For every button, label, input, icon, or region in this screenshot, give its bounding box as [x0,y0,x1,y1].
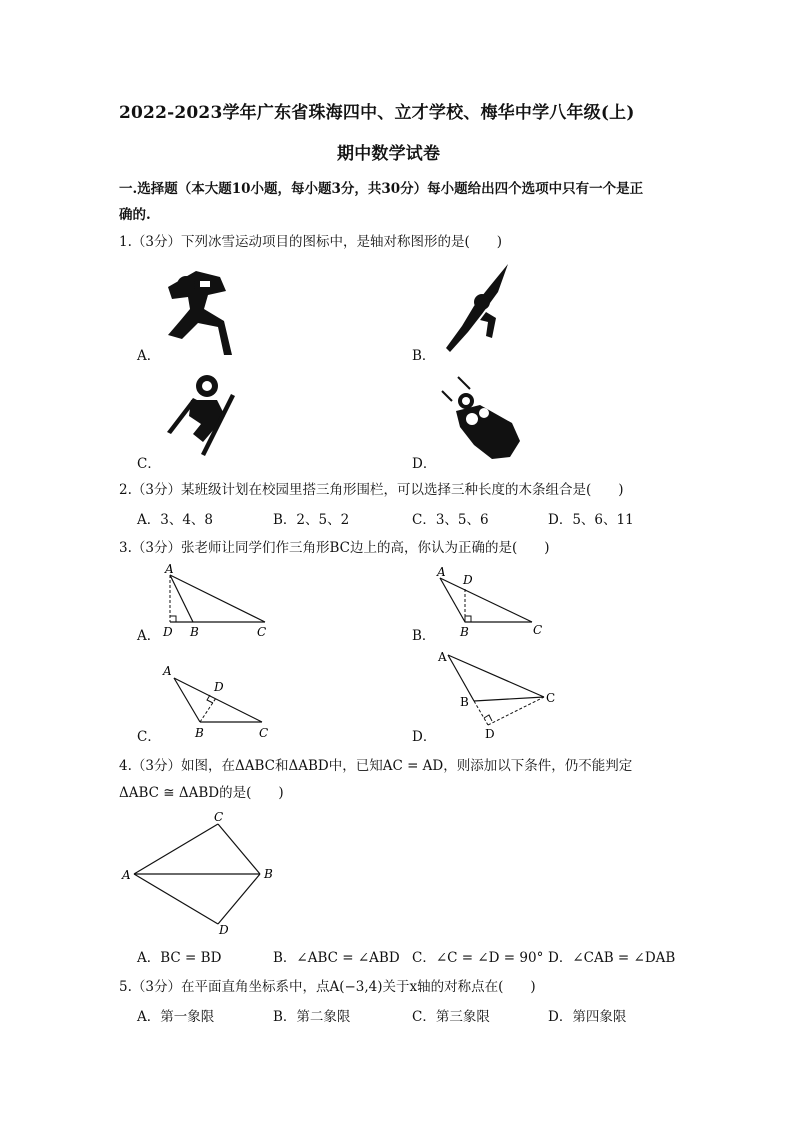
exam-title-line2: 期中数学试卷 [337,144,441,164]
q1-stem: 1.（3分）下列冰雪运动项目的图标中，是轴对称图形的是( ) [119,234,503,250]
q5-option-a[interactable]: A．第一象限 [137,1009,215,1025]
q3a-label-b: B [190,625,199,639]
q3-option-b[interactable]: B． [412,628,436,644]
q3b-label-b: B [460,625,469,639]
q2-option-b[interactable]: B．2、5、2 [273,512,350,528]
q5-option-c[interactable]: C．第三象限 [412,1009,490,1025]
q3-figure-d [432,645,562,743]
q4-label-c: C [214,810,224,824]
q3c-label-d: D [214,680,224,694]
q3b-label-c: C [533,623,543,637]
q5-stem: 5.（3分）在平面直角坐标系中，点A(−3,4)关于x轴的对称点在( ) [119,979,536,995]
q4-option-c[interactable]: C．∠C = ∠D = 90° [412,950,544,966]
q4-stem-line1: 4.（3分）如图，在ΔABC和ΔABD中，已知AC = AD，则添加以下条件，仍不能判定 [119,758,633,774]
q2-option-a[interactable]: A．3、4、8 [137,512,214,528]
q3-stem: 3.（3分）张老师让同学们作三角形BC边上的高，你认为正确的是( ) [119,540,550,556]
q3b-label-a: A [437,565,446,579]
q3d-label-b: B [460,695,469,709]
q3c-label-c: C [259,726,269,740]
q4-option-b[interactable]: B．∠ABC = ∠ABD [273,950,400,966]
section-header-line2: 确的. [119,207,151,223]
speed-skater-pictogram [160,265,240,357]
q4-option-d[interactable]: D．∠CAB = ∠DAB [548,950,676,966]
q3a-label-c: C [257,625,267,639]
q3-figure-b [432,562,557,642]
exam-title-line1: 2022-2023学年广东省珠海四中、立才学校、梅华中学八年级(上) [119,103,635,123]
q3d-label-c: C [546,691,556,705]
q4-figure [118,806,283,936]
q3-figure-a [155,560,280,642]
q3b-label-d: D [463,573,473,587]
snowboarder-pictogram [163,372,243,458]
section-header-line1: 一.选择题（本大题10小题，每小题3分，共30分）每小题给出四个选项中只有一个是正 [119,181,644,197]
q3c-label-a: A [163,664,172,678]
q2-option-d[interactable]: D．5、6、11 [548,512,634,528]
q4-stem-line2: ΔABC ≅ ΔABD的是( ) [119,785,284,801]
curling-pictogram [440,375,526,461]
q2-stem: 2.（3分）某班级计划在校园里搭三角形围栏，可以选择三种长度的木条组合是( ) [119,482,624,498]
q4-label-d: D [219,923,229,936]
q3a-label-d: D [163,625,173,639]
q4-option-a[interactable]: A．BC = BD [137,950,222,966]
ski-jumper-pictogram [438,262,516,356]
q3c-label-b: B [195,726,204,740]
q4-label-b: B [264,867,273,881]
q3d-label-a: A [438,650,447,664]
q5-option-d[interactable]: D．第四象限 [548,1009,627,1025]
q5-option-b[interactable]: B．第二象限 [273,1009,351,1025]
q3d-label-d: D [485,727,495,741]
q3-option-d[interactable]: D． [412,729,437,745]
q3-option-a[interactable]: A． [137,628,161,644]
q4-label-a: A [122,868,131,882]
q3a-label-a: A [165,562,174,576]
q3-figure-c [158,660,278,742]
q2-option-c[interactable]: C．3、5、6 [412,512,489,528]
q3-option-c[interactable]: C． [137,729,161,745]
q1-option-a[interactable]: A． [137,348,161,364]
q1-option-b[interactable]: B． [412,348,436,364]
q1-option-d[interactable]: D． [412,456,437,472]
q1-option-c[interactable]: C． [137,456,161,472]
